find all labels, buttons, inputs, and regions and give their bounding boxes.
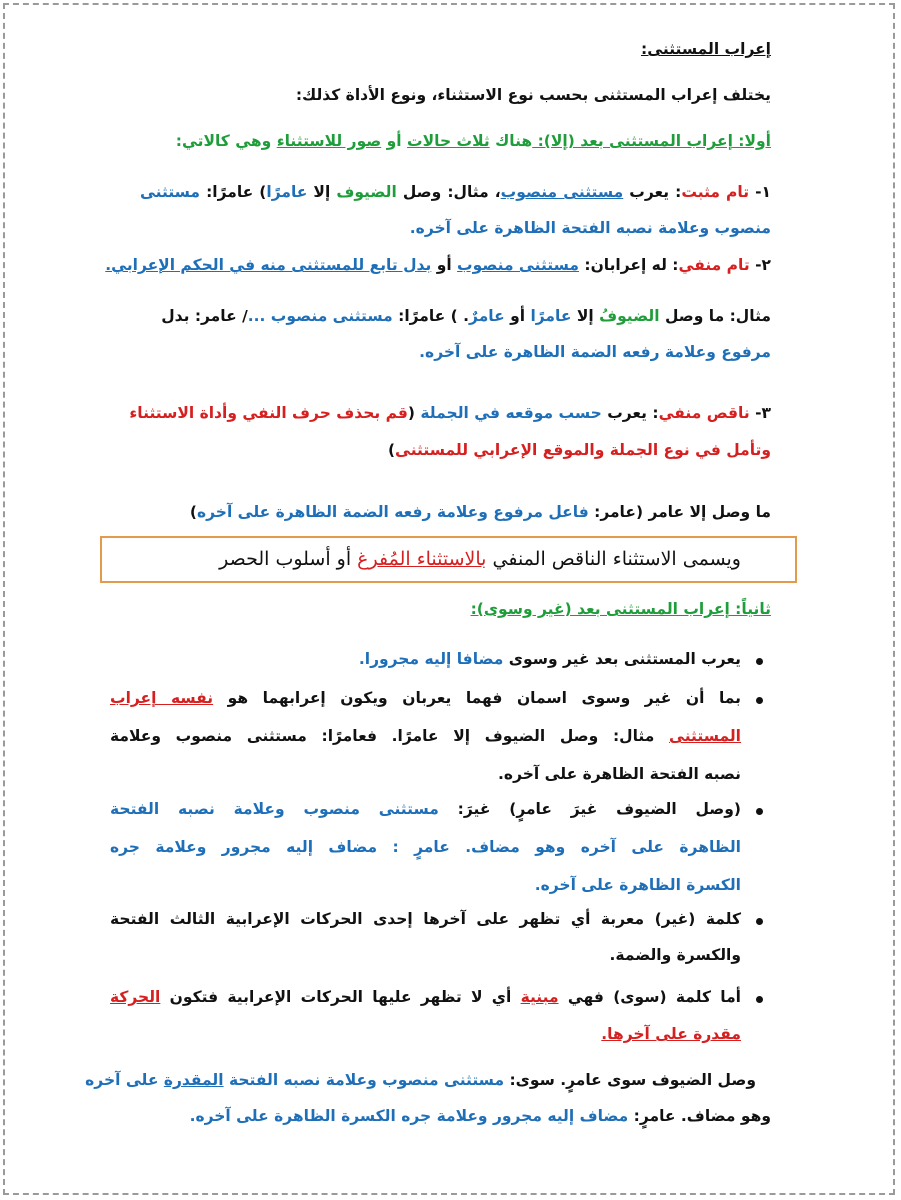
bullet-dot-2	[756, 697, 763, 704]
boxed-t2: بالاستثناء المُفرغ	[357, 548, 487, 570]
example2-line1	[161, 307, 771, 325]
boxed-t3: أو أسلوب الحصر	[219, 548, 358, 570]
page-title	[110, 40, 771, 58]
section1-heading	[110, 132, 771, 150]
section1-text-d: أو	[381, 132, 408, 150]
bullet5-line2	[110, 1025, 741, 1043]
case2-line	[105, 256, 771, 274]
case2-type: تام منفي	[678, 256, 750, 274]
section2-heading	[110, 600, 771, 618]
section1-title: أولا: إعراب المستثنى بعد (إلا):	[532, 132, 771, 150]
example3-line	[110, 503, 771, 521]
case3-t3: (	[407, 404, 421, 422]
case3-t4: قم بحذف حرف النفي وأداة الاستثناء	[129, 404, 408, 422]
bullet3-t2: مستثنى منصوب وعلامة نصبه الفتحة	[110, 800, 439, 818]
bullet2-l2b: مثال: وصل الضيوف إلا عامرًا. فعامرًا: مستثنى منصوب وعلامة	[110, 727, 670, 745]
bullet4-t1: كلمة (غير) معربة أي تظهر على آخرها إحدى الحركات الإعرابية الثالث الفتحة	[110, 910, 741, 928]
bullet-dot-1	[756, 658, 763, 665]
case3-t1: : يعرب	[601, 404, 659, 422]
final-line2	[110, 1107, 771, 1125]
bullet5-t1: أما كلمة (سوى) فهي	[558, 988, 741, 1006]
example2-t4: عامرًا	[530, 307, 572, 325]
bullet5-t3: أي لا تظهر عليها الحركات الإعرابية فتكون	[160, 988, 521, 1006]
bullet5-l2: مقدرة على آخرها.	[601, 1025, 741, 1043]
example2-t8: مستثنى منصوب ...	[247, 307, 393, 325]
case1-t1: : يعرب	[623, 183, 682, 201]
example2-t2: الضيوفُ	[599, 307, 660, 325]
section1-text-f: وهي كالاتي:	[175, 132, 277, 150]
section1-text-c: ثلاث حالات	[407, 132, 490, 150]
case1-t2: مستثنى منصوب	[500, 183, 624, 201]
final-t4: على آخره	[85, 1071, 164, 1089]
case3-line2	[110, 441, 771, 459]
bullet4-l2: والكسرة والضمة.	[609, 946, 741, 964]
case2-t3: أو	[431, 256, 458, 274]
case1-t5: إلا	[307, 183, 337, 201]
bullet2-line1	[110, 689, 741, 707]
case2-t2: مستثنى منصوب	[457, 256, 579, 274]
bullet1-t1: يعرب المستثنى بعد غير وسوى	[503, 650, 741, 668]
page-frame	[3, 3, 895, 1195]
case3-line2a: وتأمل في نوع الجملة والموقع الإعرابي للمستثنى	[395, 441, 771, 459]
final-l2a: وهو مضاف. عامرٍ:	[628, 1107, 771, 1125]
final-t3: المقدرة	[163, 1071, 224, 1089]
bullet3-l3: الكسرة الظاهرة على آخره.	[534, 876, 741, 894]
example3-t3: )	[189, 503, 197, 521]
case2-number: ٢-	[749, 256, 771, 274]
example2-t1: مثال: ما وصل	[659, 307, 771, 325]
case2-t1: : له إعرابان:	[578, 256, 679, 274]
bullet-dot-5	[756, 996, 763, 1003]
final-l2b: مضاف إليه مجرور وعلامة جره الكسرة الظاهرة على آخره.	[189, 1107, 629, 1125]
intro-paragraph	[110, 86, 771, 104]
case1-line2	[110, 219, 771, 237]
intro-text: يختلف إعراب المستثنى بحسب نوع الاستثناء، ونوع الأداة كذلك:	[295, 86, 771, 104]
case1-line2-text: منصوب وعلامة نصبه الفتحة الظاهرة على آخره.	[409, 219, 771, 237]
bullet1-line	[110, 650, 741, 668]
case1-t8: مستثنى	[140, 183, 201, 201]
bullet3-line2	[110, 838, 741, 856]
example2-t9: / عامر: بدل	[161, 307, 248, 325]
bullet3-l2a: الظاهرة على آخره وهو مضاف. عامرٍ :	[377, 838, 741, 856]
example3-t1: ما وصل إلا عامر (عامر:	[588, 503, 771, 521]
bullet-dot-3	[756, 808, 763, 815]
bullet2-t2: نفسه إعراب	[110, 689, 214, 707]
case3-t2: حسب موقعه في الجملة	[420, 404, 602, 422]
example2-t7: . ) عامرًا:	[392, 307, 470, 325]
final-t1: وصل الضيوف سوى عامرٍ. سوى:	[504, 1071, 756, 1089]
case2-t4: بدل تابع للمستثنى منه في الحكم الإعرابي.	[105, 256, 432, 274]
case3-line2b: )	[387, 441, 396, 459]
case1-line1	[140, 183, 771, 201]
section2-text: ثانياً: إعراب المستثنى بعد (غير وسوى):	[470, 600, 771, 618]
case3-number: ٣-	[749, 404, 771, 422]
section1-text-b: هناك	[489, 132, 533, 150]
case3-type: ناقص منفي	[658, 404, 750, 422]
bullet3-line1	[110, 800, 741, 818]
bullet2-line2	[110, 727, 741, 745]
bullet3-t1: (وصل الضيوف غيرَ عامرٍ) غيرَ:	[438, 800, 741, 818]
example2-line2-text: مرفوع وعلامة رفعه الضمة الظاهرة على آخره.	[419, 343, 771, 361]
case1-t3: ، مثال: وصل	[396, 183, 501, 201]
bullet3-l2b: مضاف إليه مجرور وعلامة جره	[110, 838, 378, 856]
bullet4-line1	[110, 910, 741, 928]
boxed-note	[150, 548, 741, 570]
case1-t4: الضيوف	[336, 183, 397, 201]
bullet1-t2: مضافا إليه مجرورا.	[358, 650, 504, 668]
section1-text-e: صور للاستثناء	[276, 132, 382, 150]
example2-line2	[110, 343, 771, 361]
example2-t6: عامرٌ	[469, 307, 505, 325]
bullet-dot-4	[756, 918, 763, 925]
bullet2-l3: نصبه الفتحة الظاهرة على آخره.	[498, 765, 741, 783]
final-line1	[85, 1071, 756, 1089]
example2-t5: أو	[504, 307, 531, 325]
bullet4-line2	[110, 946, 741, 964]
bullet2-line3	[110, 765, 741, 783]
bullet2-l2a: المستثنى	[669, 727, 741, 745]
bullet2-t1: بما أن غير وسوى اسمان فهما يعربان ويكون إعرابهما هو	[213, 689, 741, 707]
bullet5-t2: مبنية	[520, 988, 559, 1006]
case1-number: ١-	[749, 183, 771, 201]
case3-line1	[129, 404, 771, 422]
final-t2: مستثنى منصوب وعلامة نصبه الفتحة	[223, 1071, 505, 1089]
case1-type: تام مثبت	[681, 183, 750, 201]
example3-t2: فاعل مرفوع وعلامة رفعه الضمة الظاهرة على آخره	[196, 503, 589, 521]
case1-t6: عامرًا	[266, 183, 308, 201]
example2-t3: إلا	[571, 307, 600, 325]
title-text: إعراب المستثنى:	[641, 40, 771, 58]
case1-t7: ) عامرًا:	[200, 183, 267, 201]
bullet5-line1	[110, 988, 741, 1006]
boxed-t1: ويسمى الاستثناء الناقص المنفي	[486, 548, 741, 570]
bullet5-t4: الحركة	[110, 988, 161, 1006]
bullet3-line3	[110, 876, 741, 894]
